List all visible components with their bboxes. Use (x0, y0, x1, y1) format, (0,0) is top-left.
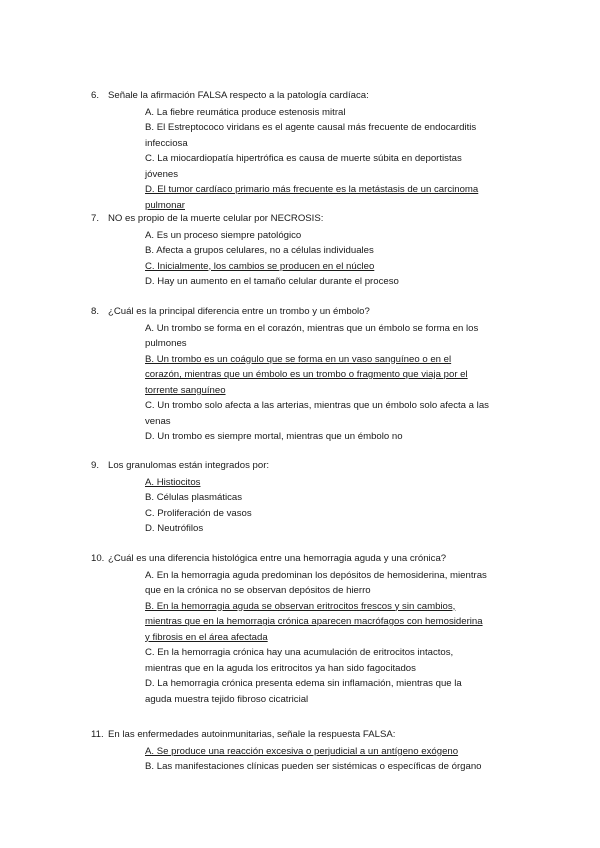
option-d: D. Neutrófilos (145, 523, 204, 534)
question-number: 6. (91, 90, 100, 101)
question-6 (91, 88, 531, 213)
option-a-correct-answer: A. Histiocitos (145, 476, 201, 488)
option-list (91, 744, 490, 775)
option-list (91, 568, 490, 708)
question-text (91, 458, 531, 474)
option-a: A. En la hemorragia aguda predominan los depósitos de hemosiderina, mientras que en la crónica no se observan depósitos de hierro (145, 569, 487, 596)
option-b: B. Afecta a grupos celulares, no a células individuales (145, 245, 374, 256)
option-a: A. Es un proceso siempre patológico (145, 229, 302, 241)
option-c-correct-answer: C. Inicialmente, los cambios se producen en el núcleo (145, 260, 375, 272)
question-10 (91, 551, 531, 707)
option-d: D. La hemorragia crónica presenta edema sin inflamación, mientras que la aguda muestra tejido fibroso cicatricial (145, 678, 462, 705)
question-number: 8. (91, 306, 100, 317)
question-number: 9. (91, 460, 100, 471)
question-stem: Los granulomas están integrados por: (108, 460, 270, 471)
option-a: A. La fiebre reumática produce estenosis mitral (145, 106, 346, 118)
option-b: B. Las manifestaciones clínicas pueden ser sistémicas o específicas de órgano (145, 761, 482, 772)
question-7 (91, 211, 531, 290)
option-c: C. Un trombo solo afecta a las arterias, mientras que un émbolo solo afecta a las venas (145, 400, 489, 427)
question-9 (91, 458, 531, 537)
option-list (91, 228, 490, 290)
option-d: D. Un trombo es siempre mortal, mientras que un émbolo no (145, 431, 403, 442)
question-stem: ¿Cuál es una diferencia histológica entre una hemorragia aguda y una crónica? (108, 553, 447, 564)
option-list (91, 105, 490, 214)
option-a-correct-answer: A. Se produce una reacción excesiva o perjudicial a un antígeno exógeno (145, 745, 459, 757)
option-b-correct-answer: B. En la hemorragia aguda se observan eritrocitos frescos y sin cambios, mientras que en la hemorragia crónica aparecen macrófagos con hemosiderina y fibrosis en el área afectada (145, 600, 483, 643)
option-b: B. El Estreptococo viridans es el agente causal más frecuente de endocarditis infecciosa (145, 122, 477, 149)
option-c: C. Proliferación de vasos (145, 507, 252, 519)
option-b-correct-answer: B. Un trombo es un coágulo que se forma en un vaso sanguíneo o en el corazón, mientras que un émbolo es un trombo o fragmento que viaja por el torrente sanguíneo (145, 353, 468, 396)
question-8 (91, 304, 531, 445)
question-text (91, 88, 531, 104)
question-text (91, 304, 531, 320)
question-number: 10. (91, 553, 105, 564)
question-text (91, 551, 531, 567)
question-stem: Señale la afirmación FALSA respecto a la patología cardíaca: (108, 90, 369, 101)
question-number: 7. (91, 213, 100, 224)
option-list (91, 475, 490, 537)
option-d: D. Hay un aumento en el tamaño celular durante el proceso (145, 276, 399, 287)
option-c: C. En la hemorragia crónica hay una acumulación de eritrocitos intactos, mientras que en la aguda los eritrocitos ya han sido fagocitados (145, 647, 454, 674)
question-number: 11. (91, 729, 104, 740)
option-c: C. La miocardiopatía hipertrófica es causa de muerte súbita en deportistas jóvenes (145, 153, 462, 180)
question-stem: ¿Cuál es la principal diferencia entre un trombo y un émbolo? (108, 306, 370, 317)
option-list (91, 321, 490, 445)
question-text (91, 211, 531, 227)
option-b: B. Células plasmáticas (145, 492, 243, 503)
question-stem: En las enfermedades autoinmunitarias, señale la respuesta FALSA: (108, 729, 396, 740)
option-a: A. Un trombo se forma en el corazón, mientras que un émbolo se forma en los pulmones (145, 322, 479, 349)
option-d-correct-answer: D. El tumor cardíaco primario más frecuente es la metástasis de un carcinoma pulmonar (145, 184, 479, 211)
question-11 (91, 727, 531, 775)
question-text (91, 727, 531, 743)
question-stem: NO es propio de la muerte celular por NECROSIS: (108, 213, 324, 224)
